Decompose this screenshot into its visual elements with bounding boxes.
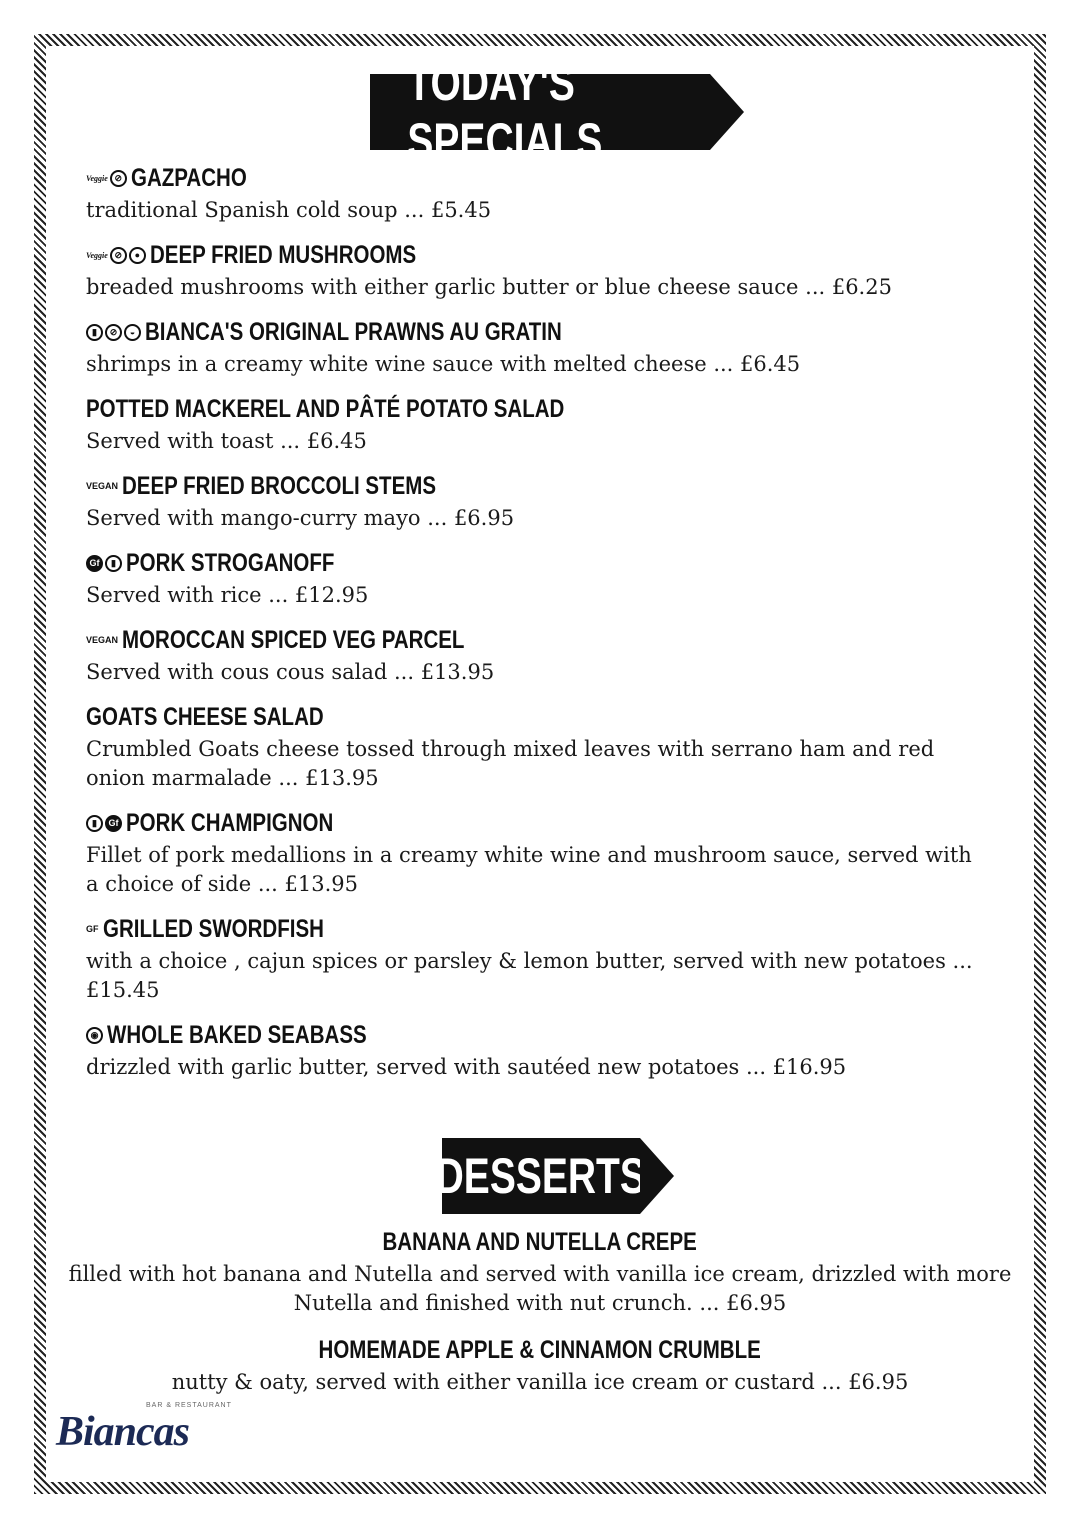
menu-item-gazpacho (86, 160, 986, 225)
gluten-free-icon: ⊘ (110, 170, 127, 187)
menu-item-potted-mackerel (86, 391, 986, 456)
menu-item-description: Served with rice ... £12.95 (86, 583, 369, 607)
menu-item-title: BIANCA'S ORIGINAL PRAWNS AU GRATIN (145, 317, 562, 346)
menu-item-title: POTTED MACKEREL AND PÂTÉ POTATO SALAD (86, 394, 565, 423)
veggie-tag: Veggie (86, 250, 108, 260)
menu-item-title: DEEP FRIED MUSHROOMS (149, 240, 416, 269)
fish-icon: ◉ (86, 1027, 103, 1044)
dessert-apple-cinnamon-crumble (60, 1332, 1020, 1397)
menu-item-description: Served with mango-curry mayo ... £6.95 (86, 506, 515, 530)
menu-item-description: drizzled with garlic butter, served with sautéed new potatoes ... £16.95 (86, 1055, 847, 1079)
menu-item-description: traditional Spanish cold soup ... £5.45 (86, 198, 492, 222)
menu-item-description: shrimps in a creamy white wine sauce with melted cheese ... £6.45 (86, 352, 801, 376)
menu-item-title: GRILLED SWORDFISH (102, 914, 324, 943)
desserts-heading: DESSERTS (435, 1148, 647, 1204)
menu-item-description: breaded mushrooms with either garlic butter or blue cheese sauce ... £6.25 (86, 275, 892, 299)
shellfish-icon: ◒ (124, 324, 141, 341)
specials-heading-banner (370, 55, 710, 169)
menu-item-description: Served with toast ... £6.45 (86, 429, 367, 453)
dessert-title: BANANA AND NUTELLA CREPE (382, 1227, 698, 1256)
menu-item-description: Fillet of pork medallions in a creamy white wine and mushroom sauce, served with a choice of side ... £13.95 (86, 843, 972, 896)
specials-list (86, 160, 986, 1094)
egg-icon: ● (129, 247, 146, 264)
dessert-banana-nutella-crepe (60, 1224, 1020, 1318)
veggie-tag: Veggie (86, 173, 108, 183)
menu-item-description: Served with cous cous salad ... £13.95 (86, 660, 495, 684)
menu-item-title: WHOLE BAKED SEABASS (107, 1020, 367, 1049)
menu-item-goats-cheese-salad (86, 699, 986, 793)
menu-item-title: MOROCCAN SPICED VEG PARCEL (122, 625, 465, 654)
menu-item-title: DEEP FRIED BROCCOLI STEMS (122, 471, 437, 500)
specials-heading: TODAY'S SPECIALS (407, 55, 603, 169)
dairy-icon: ▮ (105, 555, 122, 572)
dessert-description: nutty & oaty, served with either vanilla ice cream or custard ... £6.95 (171, 1370, 909, 1394)
menu-item-broccoli-stems (86, 468, 986, 533)
gf-tag: GF (86, 924, 99, 934)
menu-item-title: PORK CHAMPIGNON (126, 808, 334, 837)
dessert-title: HOMEMADE APPLE & CINNAMON CRUMBLE (318, 1335, 762, 1364)
gluten-icon: ⊘ (105, 324, 122, 341)
vegan-tag: VEGAN (86, 635, 119, 645)
menu-item-prawns-au-gratin (86, 314, 986, 379)
menu-item-description: Crumbled Goats cheese tossed through mixed leaves with serrano ham and red onion marmalade ... £13.95 (86, 737, 935, 790)
logo-subtitle: BAR & RESTAURANT (146, 1402, 232, 1409)
dairy-icon: ▮ (86, 324, 103, 341)
menu-item-title: PORK STROGANOFF (126, 548, 335, 577)
gluten-free-badge-icon: Gf (105, 815, 122, 832)
menu-item-grilled-swordfish (86, 911, 986, 1005)
logo-text: Biancas (56, 1409, 190, 1455)
dessert-description: filled with hot banana and Nutella and served with vanilla ice cream, drizzled with more Nutella and finished with nut crunch. ... £6.95 (68, 1262, 1012, 1315)
desserts-heading-banner (435, 1138, 647, 1214)
menu-item-deep-fried-mushrooms (86, 237, 986, 302)
dairy-icon: ▮ (86, 815, 103, 832)
menu-item-pork-champignon (86, 805, 986, 899)
menu-item-title: GOATS CHEESE SALAD (86, 702, 324, 731)
menu-item-description: with a choice , cajun spices or parsley & lemon butter, served with new potatoes ... £15.45 (86, 949, 973, 1002)
gluten-icon: ⊘ (110, 247, 127, 264)
desserts-list (60, 1224, 1020, 1411)
menu-item-pork-stroganoff (86, 545, 986, 610)
gluten-free-badge-icon: Gf (86, 555, 103, 572)
biancas-logo (56, 1400, 236, 1470)
menu-item-whole-baked-seabass (86, 1017, 986, 1082)
vegan-tag: VEGAN (86, 481, 119, 491)
menu-item-veg-parcel (86, 622, 986, 687)
menu-item-title: GAZPACHO (130, 163, 247, 192)
